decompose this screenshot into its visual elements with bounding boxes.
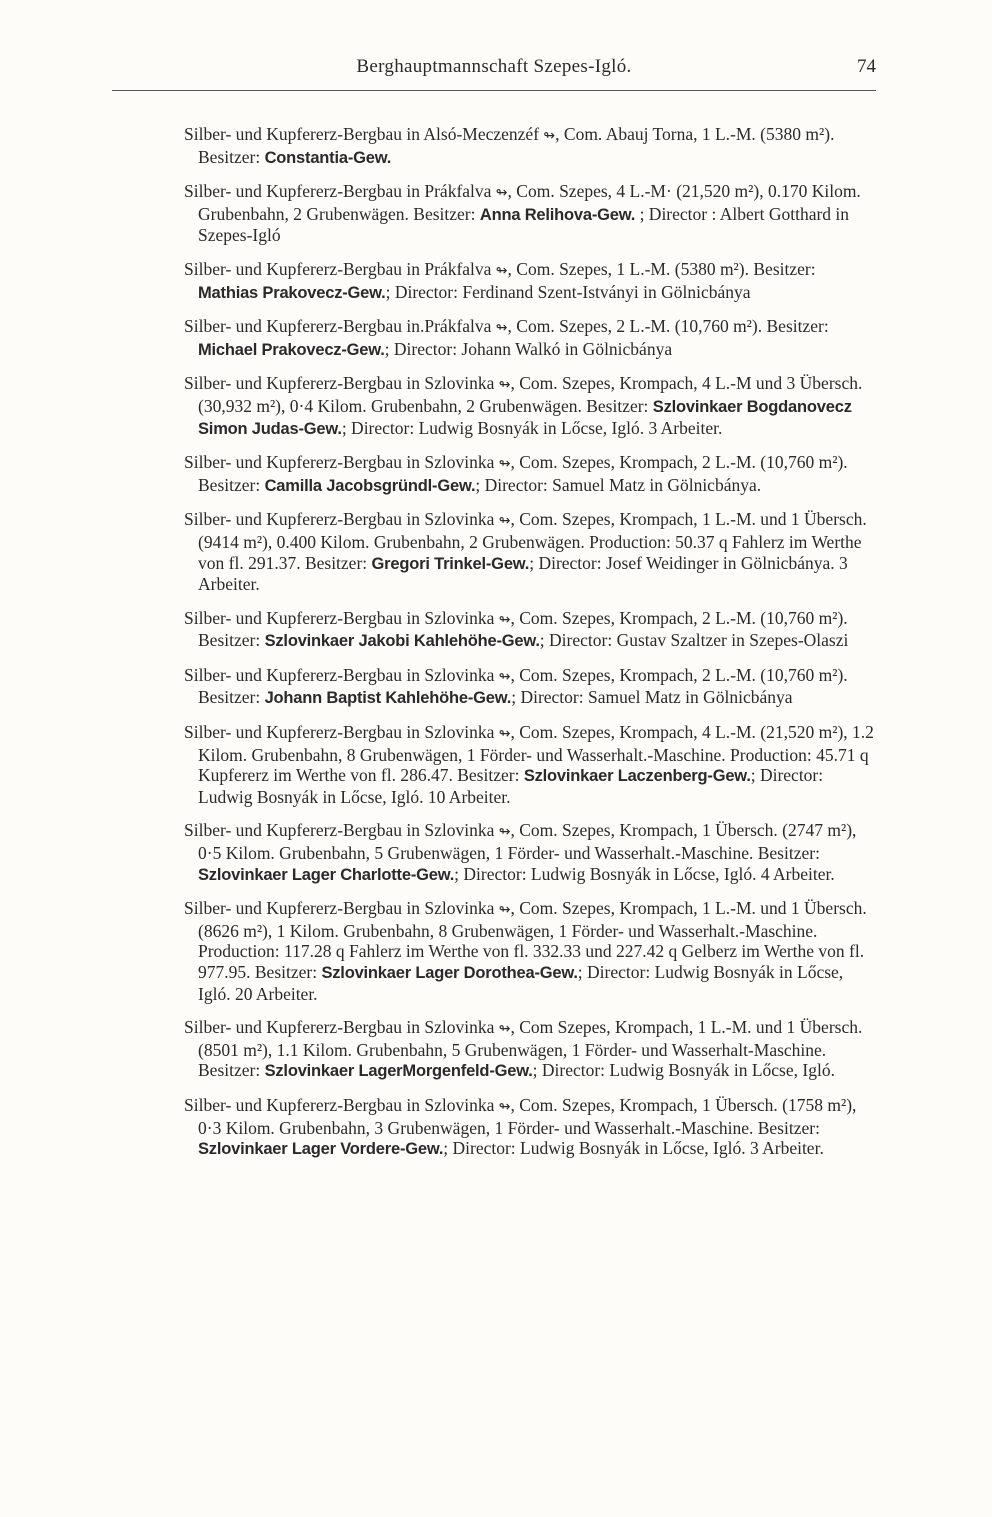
entry-text: ; Director: Ludwig Bosnyák in Lőcse, Igló. 10 Arbeiter. — [198, 765, 824, 807]
post-horn-icon: ↬ — [498, 824, 511, 841]
owner-name: Szlovinkaer Bogdanovecz Simon Judas-Gew. — [198, 397, 852, 438]
post-horn-icon: ↬ — [498, 668, 511, 685]
list-item — [182, 608, 878, 652]
owner-name: Camilla Jacobsgründl-Gew. — [264, 476, 476, 495]
entry-text: Silber- und Kupfererz-Bergbau in Szlovinka — [184, 1094, 499, 1115]
post-horn-icon: ↬ — [498, 902, 511, 919]
entry-text: Silber- und Kupfererz-Bergbau in Szlovinka — [184, 452, 499, 473]
owner-name: Szlovinkaer Lager Charlotte-Gew. — [198, 865, 455, 884]
entry-list — [182, 124, 878, 1173]
post-horn-icon: ↬ — [498, 456, 511, 473]
owner-name: Mathias Prakovecz-Gew. — [198, 283, 386, 302]
page-header — [112, 56, 876, 86]
entry-text: Silber- und Kupfererz-Bergbau in Szlovinka — [184, 373, 499, 394]
entry-text: , Com. Szepes, 2 L.-M. (10,760 m²). Besitzer: — [507, 316, 829, 337]
owner-name: Michael Prakovecz-Gew. — [198, 340, 385, 359]
list-item — [182, 259, 878, 303]
owner-name: Szlovinkaer Lager Vordere-Gew. — [198, 1140, 444, 1159]
entry-text: , Com Szepes, Krompach, 1 L.-M. und 1 Übersch. (8501 m²), 1.1 Kilom. Grubenbahn, 5 Grubenwägen, 1 Förder- und Wasserhalt-Maschine. Besitzer: — [198, 1017, 863, 1081]
entry-text: Silber- und Kupfererz-Bergbau in.Prákfalva — [184, 316, 496, 337]
post-horn-icon: ↬ — [498, 611, 511, 628]
post-horn-icon: ↬ — [498, 1098, 511, 1115]
post-horn-icon: ↬ — [495, 320, 508, 337]
list-item — [182, 820, 878, 885]
list-item — [182, 124, 878, 168]
entry-text: ; Director: Ludwig Bosnyák in Lőcse, Igló. — [532, 1060, 835, 1081]
entry-text: , Com. Szepes, Krompach, 2 L.-M. (10,760 m²). Besitzer: — [198, 607, 848, 651]
entry-text: Silber- und Kupfererz-Bergbau in Szlovinka — [184, 607, 499, 628]
post-horn-icon: ↬ — [543, 128, 556, 144]
list-item — [182, 452, 878, 496]
entry-text: ; Director: Johann Walkó in Gölnicbánya — [384, 338, 673, 359]
page-number: 74 — [857, 56, 876, 77]
entry-text: ; Director: Samuel Matz in Gölnicbánya — [511, 687, 793, 708]
entry-text: Silber- und Kupfererz-Bergbau in Szlovinka — [184, 820, 499, 841]
post-horn-icon: ↬ — [498, 377, 511, 394]
entry-text: Silber- und Kupfererz-Bergbau in Prákfalva — [184, 258, 496, 279]
entry-text: , Com. Abauj Torna, 1 L.-M. (5380 m²). Besitzer: — [198, 124, 835, 167]
entry-text: Silber- und Kupfererz-Bergbau in Szlovinka — [184, 509, 499, 530]
entry-text: ; Director: Ludwig Bosnyák in Lőcse, Igló. 20 Arbeiter. — [198, 962, 844, 1004]
entry-text: Silber- und Kupfererz-Bergbau in Alsó-Meczenzéf — [184, 124, 544, 144]
owner-name: Szlovinkaer LagerMorgenfeld-Gew. — [264, 1062, 533, 1081]
entry-text: , Com. Szepes, 4 L.-M· (21,520 m²), 0.170 Kilom. Grubenbahn, 2 Grubenwägen. Besitzer: — [198, 181, 861, 224]
entry-text: ; Director: Ferdinand Szent-Istványi in Gölnicbánya — [385, 281, 751, 302]
entry-text: Silber- und Kupfererz-Bergbau in Szlovinka — [184, 722, 499, 743]
owner-name: Constantia-Gew. — [264, 148, 392, 167]
entry-text: , Com. Szepes, 1 L.-M. (5380 m²). Besitzer: — [507, 258, 816, 279]
header-rule — [112, 90, 876, 91]
list-item — [182, 316, 878, 360]
running-title: Berghauptmannschaft Szepes-Igló. — [356, 56, 632, 77]
entry-text: , Com. Szepes, Krompach, 2 L.-M. (10,760 m²). Besitzer: — [198, 452, 848, 495]
owner-name: Szlovinkaer Laczenberg-Gew. — [523, 767, 751, 786]
list-item — [182, 509, 878, 594]
entry-text: Silber- und Kupfererz-Bergbau in Prákfalva — [184, 181, 496, 202]
list-item — [182, 665, 878, 709]
entry-text: , Com. Szepes, Krompach, 2 L.-M. (10,760 m²). Besitzer: — [198, 664, 848, 708]
entry-text: ; Director : Albert Gotthard in Szepes-Igló — [198, 203, 850, 246]
entry-text: Silber- und Kupfererz-Bergbau in Szlovinka — [184, 898, 499, 919]
post-horn-icon: ↬ — [498, 1021, 511, 1038]
post-horn-icon: ↬ — [495, 185, 508, 202]
entry-text: Silber- und Kupfererz-Bergbau in Szlovinka — [184, 664, 499, 685]
list-item — [182, 1017, 878, 1082]
entry-text: , Com. Szepes, Krompach, 1 L.-M. und 1 Übersch. (8626 m²), 1 Kilom. Grubenbahn, 8 Grubenwägen, 1 Förder- und Wasserhalt.-Maschine. Production: 117.28 q Fahlerz im Werthe von fl. 332.33 und 227.42 q Gelberz im Werthe von fl. 977.95. Besitzer: — [198, 898, 867, 982]
entry-text: ; Director: Gustav Szaltzer in Szepes-Olaszi — [539, 630, 849, 651]
entry-text: , Com. Szepes, Krompach, 1 Übersch. (2747 m²), 0·5 Kilom. Grubenbahn, 5 Grubenwägen, 1 Förder- und Wasserhalt.-Maschine. Besitzer: — [198, 820, 857, 864]
owner-name: Szlovinkaer Jakobi Kahlehöhe-Gew. — [264, 632, 540, 651]
list-item — [182, 898, 878, 1004]
owner-name: Gregori Trinkel-Gew. — [371, 554, 530, 573]
entry-text: ; Director: Samuel Matz in Gölnicbánya. — [475, 474, 762, 495]
post-horn-icon: ↬ — [498, 726, 511, 743]
post-horn-icon: ↬ — [495, 262, 508, 279]
owner-name: Anna Relihova-Gew. — [479, 205, 636, 224]
list-item — [182, 1095, 878, 1160]
entry-text: , Com. Szepes, Krompach, 4 L.-M. (21,520 m²), 1.2 Kilom. Grubenbahn, 8 Grubenwägen, 1 Förder- und Wasserhalt.-Maschine. Production: 45.71 q Kupfererz im Werthe von fl. 286.47. Besitzer: — [198, 722, 874, 786]
list-item — [182, 373, 878, 439]
entry-text: ; Director: Josef Weidinger in Gölnicbánya. 3 Arbeiter. — [198, 552, 848, 595]
list-item — [182, 722, 878, 807]
entry-text: , Com. Szepes, Krompach, 4 L.-M und 3 Übersch. (30,932 m²), 0·4 Kilom. Grubenbahn, 2 Grubenwägen. Besitzer: — [198, 373, 863, 416]
entry-text: Silber- und Kupfererz-Bergbau in Szlovinka — [184, 1017, 499, 1038]
entry-text: ; Director: Ludwig Bosnyák in Lőcse, Igló. 4 Arbeiter. — [454, 863, 835, 884]
entry-text: ; Director: Ludwig Bosnyák in Lőcse, Igló. 3 Arbeiter. — [443, 1138, 824, 1159]
owner-name: Szlovinkaer Lager Dorothea-Gew. — [321, 964, 578, 982]
post-horn-icon: ↬ — [498, 513, 511, 530]
entry-text: , Com. Szepes, Krompach, 1 Übersch. (1758 m²), 0·3 Kilom. Grubenbahn, 3 Grubenwägen, 1 Förder- und Wasserhalt.-Maschine. Besitzer: — [198, 1094, 857, 1138]
entry-text: , Com. Szepes, Krompach, 1 L.-M. und 1 Übersch. (9414 m²), 0.400 Kilom. Grubenbahn, 2 Grubenwägen. Production: 50.37 q Fahlerz im Werthe von fl. 291.37. Besitzer: — [198, 509, 867, 573]
owner-name: Johann Baptist Kahlehöhe-Gew. — [264, 689, 512, 708]
entry-text: ; Director: Ludwig Bosnyák in Lőcse, Igló. 3 Arbeiter. — [341, 417, 723, 438]
list-item — [182, 181, 878, 246]
